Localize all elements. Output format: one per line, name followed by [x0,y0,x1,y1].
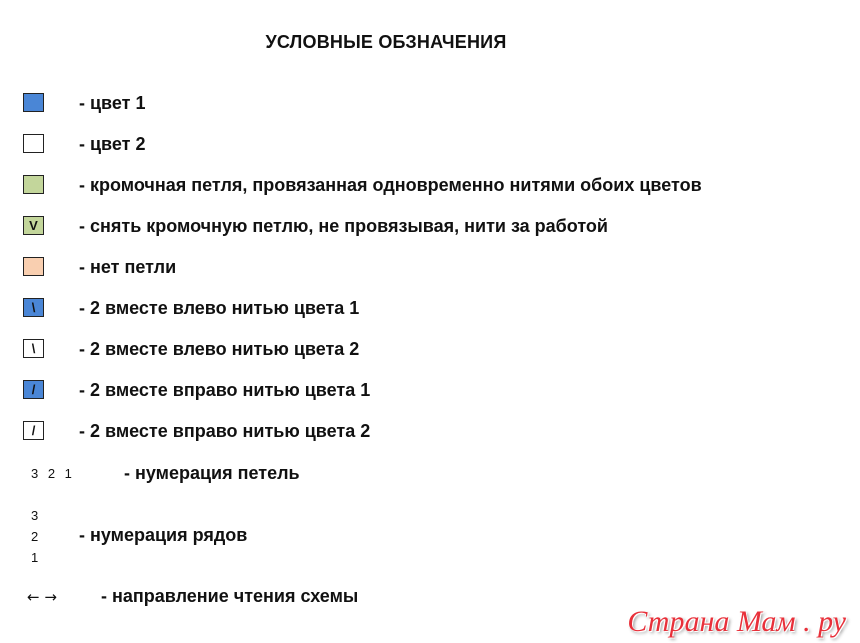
legend-desc: - нумерация петель [124,463,300,483]
blue-swatch [23,93,44,112]
legend-row-color2 [0,134,860,158]
right-decrease-blue-symbol: / [23,380,44,399]
legend-desc: - 2 вместе вправо нитью цвета 1 [79,380,371,400]
row-numbers [31,505,38,568]
legend-row-k2tog-right-color2 [0,421,860,445]
legend-desc: - цвет 1 [79,93,146,113]
legend-row-k2tog-left-color2 [0,339,860,363]
legend-title: УСЛОВНЫЕ ОБЗНАЧЕНИЯ [265,32,507,52]
legend-row-row-numbering [0,505,860,565]
legend-row-k2tog-left-color1 [0,298,860,322]
green-swatch [23,175,44,194]
slip-stitch-symbol: V [23,216,44,235]
left-decrease-blue-symbol: \ [23,298,44,317]
legend-row-slip-edge [0,216,860,240]
legend-desc: - 2 вместе вправо нитью цвета 2 [79,421,371,441]
legend-desc: - кромочная петля, провязанная одновременно нитями обоих цветов [79,175,702,195]
legend-desc: - 2 вместе влево нитью цвета 2 [79,339,360,359]
row-number-3: 3 [31,508,39,523]
legend-desc: - нумерация рядов [79,525,248,545]
left-decrease-white-symbol: \ [23,339,44,358]
white-swatch [23,134,44,153]
legend-row-stitch-numbering [0,463,860,487]
legend-desc: - цвет 2 [79,134,146,154]
legend-row-k2tog-right-color1 [0,380,860,404]
legend-desc: - 2 вместе влево нитью цвета 1 [79,298,360,318]
direction-arrows-icon: ← → [27,588,57,606]
legend-row-color1 [0,93,860,117]
stitch-numbers: 3 2 1 [31,466,72,481]
legend-desc: - нет петли [79,257,177,277]
legend-row-edge-stitch [0,175,860,199]
right-decrease-white-symbol: / [23,421,44,440]
site-watermark: Страна Мам . ру [627,605,846,638]
legend-desc: - снять кромочную петлю, не провязывая, нити за работой [79,216,608,236]
peach-swatch [23,257,44,276]
row-number-2: 2 [31,529,39,544]
row-number-1: 1 [31,550,39,565]
legend-desc: - направление чтения схемы [101,586,359,606]
legend-row-no-stitch [0,257,860,281]
